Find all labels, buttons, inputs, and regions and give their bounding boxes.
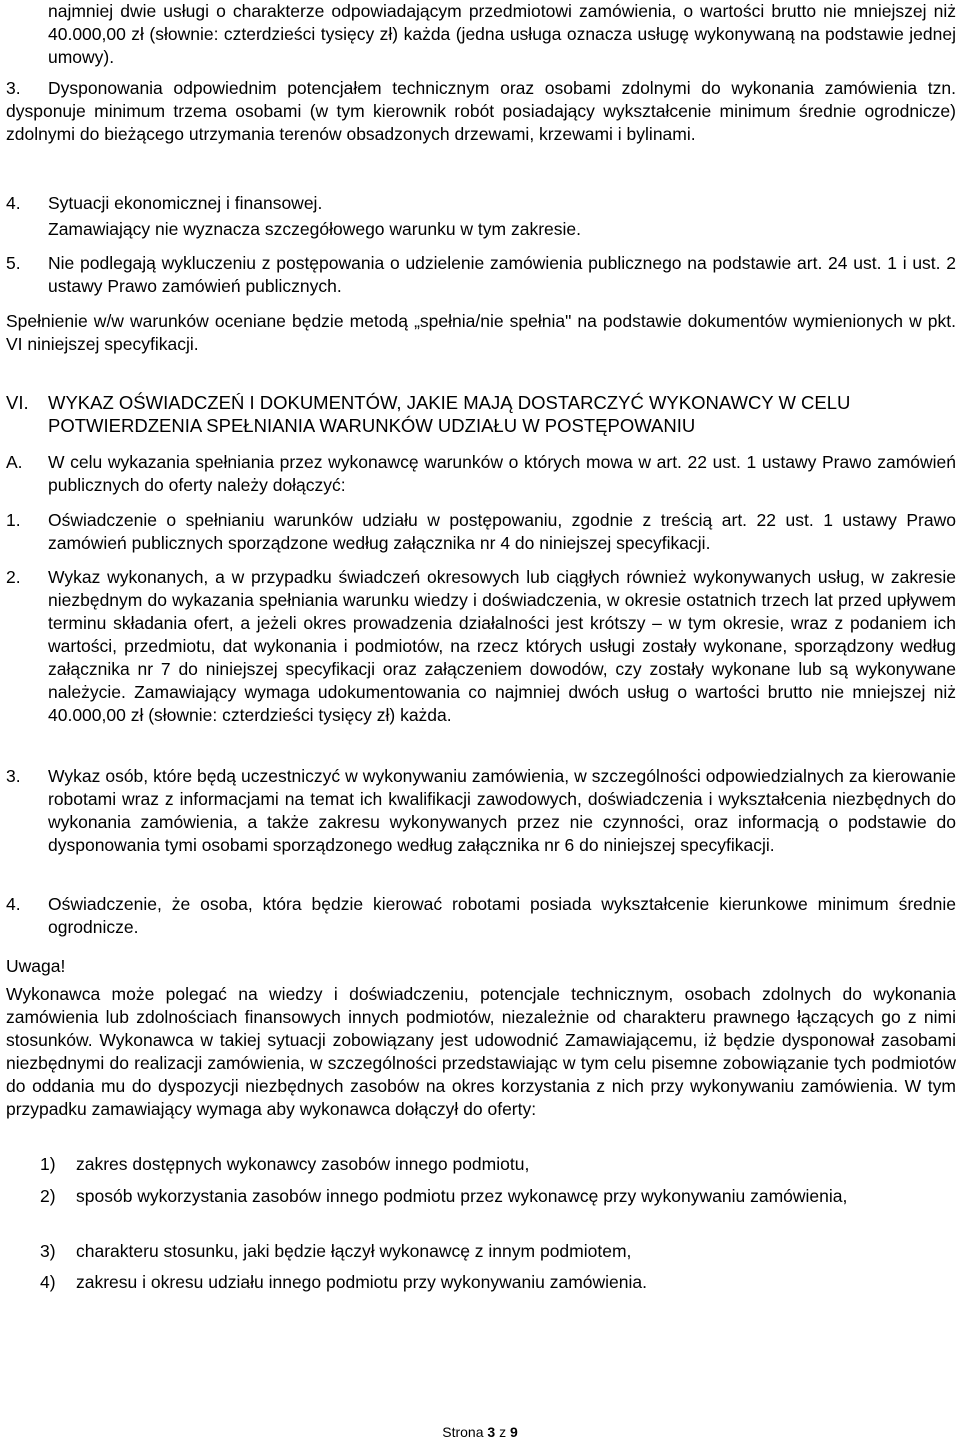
continuation-paragraph (48, 0, 956, 69)
item-number: 1. (6, 510, 21, 530)
item-text: Oświadczenie o spełnianiu warunków udziału w postępowaniu, zgodnie z treścią art. 22 ust. 1 ustawy Prawo zamówień publicznych sporządzone według załącznika nr 4 do niniejszej specyfikacji. (48, 510, 956, 553)
list-number: 3) (40, 1241, 56, 1261)
point-text: W celu wykazania spełniania przez wykonawcę warunków o których mowa w art. 22 ust. 1 ustawy Prawo zamówień publicznych do oferty należy dołączyć: (48, 452, 956, 495)
point-label: A. (6, 452, 23, 472)
section-number: VI. (6, 392, 29, 413)
item-number: 2. (6, 567, 21, 587)
list-number: 4) (40, 1272, 56, 1292)
item-number: 5. (6, 253, 21, 273)
note-label (6, 955, 956, 978)
list-text: sposób wykorzystania zasobów innego podmiotu przez wykonawcę przy wykonywaniu zamówienia, (76, 1186, 848, 1206)
list-text: zakresu i okresu udziału innego podmiotu przy wykonywaniu zamówienia. (76, 1272, 647, 1292)
note-paragraph (6, 983, 956, 1121)
footer-separator: z (499, 1424, 507, 1440)
item-text: Nie podlegają wykluczeniu z postępowania o udzielenie zamówienia publicznego na podstawie art. 24 ust. 1 i ust. 2 ustawy Prawo zamówień publicznych. (48, 253, 956, 296)
item-text: Oświadczenie, że osoba, która będzie kierować robotami posiada wykształcenie kierunkowe minimum średnie ogrodnicze. (48, 894, 956, 937)
item-number: 3. (6, 766, 21, 786)
item-text: Dysponowania odpowiednim potencjałem technicznym oraz osobami zdolnymi do wykonania zamówienia tzn. dysponuje minimum trzema osobami (w tym kierownik robót posiadający wykształcenie minimum średnie ogrodnicze) zdolnymi do bieżącego utrzymania terenów obsadzonych drzewami, krzewami i bylinami. (6, 78, 956, 144)
list-text: zakres dostępnych wykonawcy zasobów innego podmiotu, (76, 1154, 530, 1174)
item-number: 4. (6, 193, 21, 213)
page-footer (0, 1424, 960, 1440)
item-subtext: Zamawiający nie wyznacza szczegółowego warunku w tym zakresie. (48, 219, 581, 239)
item-text: Wykaz wykonanych, a w przypadku świadczeń okresowych lub ciągłych również wykonywanych usług, w zakresie niezbędnym do wykazania spełniania warunku wiedzy i doświadczenia, w okresie ostatnich trzech lat przed upływem terminu składania ofert, a jeżeli okres prowadzenia działalności jest krótszy – w tym okresie, wraz z podaniem ich wartości, przedmiotu, dat wykonania i podmiotów, na rzecz których usługi zostały wykonane, sporządzony według załącznika nr 7 do niniejszej specyfikacji oraz załączeniem dowodów, czy zostały wykonane lub są wykonywane należycie. Zamawiający wymaga udokumentowania co najmniej dwóch usług o wartości brutto nie mniejszej niż 40.000,00 zł (słownie: czterdzieści tysięcy zł) każda. (48, 567, 956, 725)
list-number: 2) (40, 1186, 56, 1206)
list-number: 1) (40, 1154, 56, 1174)
footer-total-pages: 9 (509, 1424, 518, 1440)
item-number: 4. (6, 894, 21, 914)
paragraph-text: najmniej dwie usługi o charakterze odpowiadającym przedmiotowi zamówienia, o wartości brutto nie mniejszej niż 40.000,00 zł (słownie: czterdzieści tysięcy zł) każda (jedna usługa oznacza usługę wykonywaną na podstawie jednej umowy). (48, 1, 956, 67)
item-text: Sytuacji ekonomicznej i finansowej. (48, 193, 323, 213)
section-title: WYKAZ OŚWIADCZEŃ I DOKUMENTÓW, JAKIE MAJĄ DOSTARCZYĆ WYKONAWCY W CELU POTWIERDZENIA SPEŁNIANIA WARUNKÓW UDZIAŁU W POSTĘPOWANIU (48, 392, 851, 436)
footer-page-number: 3 (487, 1424, 496, 1440)
assessment-text: Spełnienie w/w warunków oceniane będzie metodą „spełnia/nie spełnia" na podstawie dokumentów wymienionych w pkt. VI niniejszej specyfikacji. (6, 311, 956, 354)
note-label-text: Uwaga! (6, 956, 66, 976)
assessment-note (6, 310, 956, 356)
item-number: 3. (6, 78, 21, 98)
note-text: Wykonawca może polegać na wiedzy i doświadczeniu, potencjale technicznym, osobach zdolnych do wykonania zamówienia lub zdolnościach finansowych innych podmiotów, niezależnie od charakteru prawnego łączących go z nimi stosunków. Wykonawca w takiej sytuacji zobowiązany jest udowodnić Zamawiającemu, iż będzie dysponował zasobami niezbędnymi do realizacji zamówienia, w szczególności przedstawiając w tym celu pisemne zobowiązanie tych podmiotów do oddania mu do dyspozycji niezbędnych zasobów na okres korzystania z nich przy wykonywaniu zamówienia. W tym przypadku zamawiający wymaga aby wykonawca dołączył do oferty: (6, 984, 956, 1119)
list-text: charakteru stosunku, jaki będzie łączył wykonawcę z innym podmiotem, (76, 1241, 632, 1261)
footer-prefix: Strona (442, 1424, 484, 1440)
item-text: Wykaz osób, które będą uczestniczyć w wykonywaniu zamówienia, w szczególności odpowiedzialnych za kierowanie robotami wraz z informacjami na temat ich kwalifikacji zawodowych, doświadczenia i wykształcenia niezbędnych do wykonania zamówienia, a także zakresu wykonywanych przez nie czynności, oraz informacją o podstawie do dysponowania tymi osobami sporządzonego według załącznika nr 6 do niniejszej specyfikacji. (48, 766, 956, 855)
